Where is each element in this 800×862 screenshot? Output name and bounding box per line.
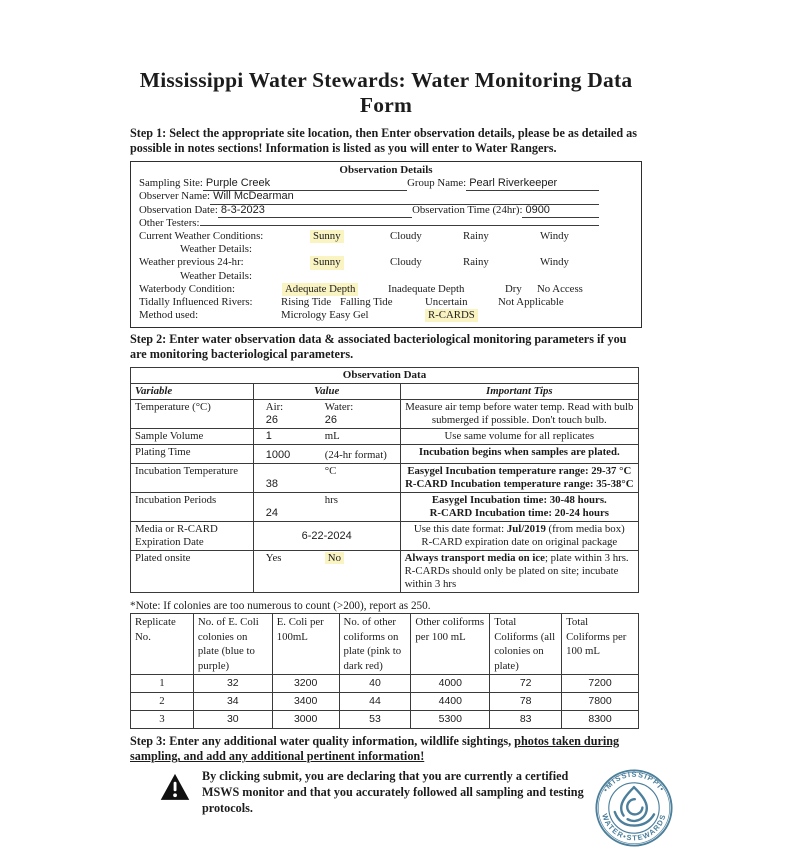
observation-date-value: 8-3-2023 <box>220 203 265 216</box>
method-option-easygel[interactable]: Micrology Easy Gel <box>281 309 369 322</box>
tidal-option-rising[interactable]: Rising Tide <box>281 295 332 308</box>
observation-time-label: Observation Time (24hr): <box>412 203 523 216</box>
total-coliforms[interactable]: 78 <box>490 693 562 711</box>
observation-data-heading: Observation Data <box>131 368 639 384</box>
other-coliforms-per-100ml[interactable]: 5300 <box>411 711 490 729</box>
ecoli-per-100ml[interactable]: 3400 <box>272 693 339 711</box>
observation-details-box <box>130 161 642 328</box>
total-coliforms[interactable]: 83 <box>490 711 562 729</box>
row-plated-onsite <box>131 551 639 593</box>
row-incubation-temperature <box>131 464 639 493</box>
observer-name-row <box>139 190 633 203</box>
previous-weather-row <box>139 256 633 269</box>
replicate-row-2 <box>131 693 639 711</box>
expiration-date-tip-2: R-CARD expiration date on original package <box>421 536 618 549</box>
observer-name-field[interactable] <box>210 190 599 204</box>
waterbody-option-dry[interactable]: Dry <box>505 282 522 295</box>
col-header-value: Value <box>253 384 400 400</box>
plated-onsite-variable: Plated onsite <box>131 551 254 593</box>
msws-logo <box>594 768 674 848</box>
expiration-date-tip-1: Use this date format: Jul/2019 (from media box) <box>413 523 625 536</box>
tidal-option-uncertain[interactable]: Uncertain <box>425 295 468 308</box>
logo-waterdrop-hand-icon <box>615 787 654 825</box>
group-name-field[interactable] <box>466 177 599 191</box>
total-coliforms-per-100ml[interactable]: 7200 <box>562 675 639 693</box>
weather-option-cloudy[interactable]: Cloudy <box>390 229 422 242</box>
col-header-tips: Important Tips <box>400 384 638 400</box>
waterbody-option-adequate[interactable]: Adequate Depth <box>282 283 358 296</box>
observation-time-value: 0900 <box>525 203 550 216</box>
water-temp-value[interactable]: 26 <box>324 414 338 427</box>
observer-name-label: Observer Name: <box>139 190 211 203</box>
prev-weather-option-rainy[interactable]: Rainy <box>463 256 489 269</box>
plating-time-unit: (24-hr format) <box>324 449 387 462</box>
plating-time-tip: Incubation begins when samples are plated. <box>400 445 638 464</box>
table-row <box>131 368 639 384</box>
incubation-periods-variable: Incubation Periods <box>131 493 254 522</box>
prev-weather-option-sunny[interactable]: Sunny <box>310 256 344 269</box>
incubation-periods-tip-2: R-CARD Incubation time: 20-24 hours <box>429 507 609 520</box>
sampling-site-row <box>139 177 633 190</box>
weather-details-label: Weather Details: <box>180 243 252 256</box>
incubation-periods-unit: hrs <box>324 494 338 507</box>
other-testers-label: Other Testers: <box>139 216 200 229</box>
logo-arc-top-text: •MISSISSIPPI• <box>600 770 668 794</box>
sampling-site-label: Sampling Site: <box>139 177 203 190</box>
current-weather-row <box>139 230 633 243</box>
weather-details-row <box>139 243 633 256</box>
row-sample-volume <box>131 429 639 445</box>
ecoli-per-100ml[interactable]: 3200 <box>272 675 339 693</box>
sample-volume-variable: Sample Volume <box>131 429 254 445</box>
svg-text:•MISSISSIPPI• <box>601 770 667 794</box>
row-plating-time <box>131 445 639 464</box>
row-expiration-date <box>131 522 639 551</box>
total-coliforms[interactable]: 72 <box>490 675 562 693</box>
other-coliform-colonies[interactable]: 44 <box>339 693 411 711</box>
rep-header-3: No. of other coliforms on plate (pink to dark red) <box>339 614 411 675</box>
other-testers-field[interactable] <box>200 225 599 226</box>
row-temperature <box>131 400 639 429</box>
weather-details-label-2: Weather Details: <box>180 269 252 282</box>
tidal-option-not-applicable[interactable]: Not Applicable <box>498 295 564 308</box>
ecoli-colonies[interactable]: 32 <box>193 675 272 693</box>
incubation-temperature-unit: °C <box>324 465 337 478</box>
other-coliforms-per-100ml[interactable]: 4400 <box>411 693 490 711</box>
sampling-site-value: Purple Creek <box>205 177 271 190</box>
incubation-periods-tip-1: Easygel Incubation time: 30-48 hours. <box>431 494 607 507</box>
rep-header-4: Other coliforms per 100 mL <box>411 614 490 675</box>
plating-time-variable: Plating Time <box>131 445 254 464</box>
col-header-variable: Variable <box>131 384 254 400</box>
step1-instructions: Step 1: Select the appropriate site location, then Enter observation details, please be as detailed as possible in notes sections! Information is listed as you will enter to Water Rangers. <box>130 126 637 155</box>
sample-volume-tip: Use same volume for all replicates <box>400 429 638 445</box>
rep-header-6: Total Coliforms per 100 mL <box>562 614 639 675</box>
plating-time-value[interactable]: 1000 <box>265 449 291 462</box>
air-label: Air: <box>265 401 284 414</box>
replicate-row-1 <box>131 675 639 693</box>
submit-declaration-section <box>130 766 668 862</box>
row-incubation-periods <box>131 493 639 522</box>
weather-option-sunny[interactable]: Sunny <box>310 230 344 243</box>
observation-date-row <box>139 204 633 217</box>
table-row <box>131 384 639 400</box>
step2-instructions: Step 2: Enter water observation data & associated bacteriological monitoring parameters if you are monitoring bacteriological parameters. <box>130 332 627 362</box>
warning-icon <box>160 773 190 801</box>
group-name-value: Pearl Riverkeeper <box>469 177 558 190</box>
ecoli-colonies[interactable]: 34 <box>193 693 272 711</box>
total-coliforms-per-100ml[interactable]: 7800 <box>562 693 639 711</box>
sample-volume-unit: mL <box>324 430 340 443</box>
waterbody-condition-row <box>139 283 633 296</box>
temperature-tip: Measure air temp before water temp. Read with bulb submerged if possible. Don't touch bulb. <box>400 400 638 429</box>
waterbody-option-inadequate[interactable]: Inadequate Depth <box>388 282 465 295</box>
ecoli-colonies[interactable]: 30 <box>193 711 272 729</box>
method-label: Method used: <box>139 309 199 322</box>
air-temp-value[interactable]: 26 <box>265 414 279 427</box>
waterbody-option-no-access[interactable]: No Access <box>537 282 583 295</box>
other-testers-row <box>139 217 633 230</box>
weather-option-rainy[interactable]: Rainy <box>463 229 489 242</box>
plated-onsite-yes[interactable]: Yes <box>265 552 282 565</box>
method-row <box>139 309 633 322</box>
ecoli-per-100ml[interactable]: 3000 <box>272 711 339 729</box>
group-name-label: Group Name: <box>407 177 467 190</box>
observer-name-value: Will McDearman <box>213 190 294 203</box>
step3-underlined-text: photos taken during sampling, and add any additional pertinent information! <box>130 734 620 764</box>
logo-arc-bottom-text: WATER•STEWARDS <box>600 812 668 843</box>
replicate-header-row <box>131 614 639 675</box>
tidal-option-falling[interactable]: Falling Tide <box>340 295 393 308</box>
rep-header-2: E. Coli per 100mL <box>272 614 339 675</box>
tidal-label: Tidally Influenced Rivers: <box>139 295 253 308</box>
plated-onsite-tip: Always transport media on ice; plate within 3 hrs. R-CARDs should only be plated on site; incubate within 3 hrs <box>400 551 638 593</box>
incubation-temperature-tip-1: Easygel Incubation temperature range: 29-37 °C <box>407 465 632 478</box>
incubation-periods-value[interactable]: 24 <box>265 507 279 520</box>
observation-date-label: Observation Date: <box>139 203 218 216</box>
incubation-temperature-tip-2: R-CARD Incubation temperature range: 35-38°C <box>405 478 634 491</box>
expiration-date-value[interactable]: 6-22-2024 <box>301 529 352 542</box>
observation-date-field[interactable] <box>218 204 412 218</box>
rep-header-5: Total Coliforms (all colonies on plate) <box>490 614 562 675</box>
tidal-row <box>139 296 633 309</box>
current-weather-label: Current Weather Conditions: <box>139 229 264 242</box>
waterbody-label: Waterbody Condition: <box>139 282 235 295</box>
replicate-table <box>130 613 639 729</box>
prev-weather-option-windy[interactable]: Windy <box>540 256 569 269</box>
rep-header-0: Replicate No. <box>131 614 194 675</box>
replicate-no: 3 <box>131 711 194 729</box>
replicate-no: 2 <box>131 693 194 711</box>
submit-declaration-text: By clicking submit, you are declaring that you are currently a certified MSWS monitor and that you accurately followed all sampling and testing protocols. <box>202 769 584 816</box>
weather-details-row-2 <box>139 270 633 283</box>
total-coliforms-per-100ml[interactable]: 8300 <box>562 711 639 729</box>
observation-details-heading: Observation Details <box>339 164 433 176</box>
page-title: Mississippi Water Stewards: Water Monitoring Data Form <box>139 68 633 117</box>
count-note: *Note: If colonies are too numerous to count (>200), report as 250. <box>130 600 431 613</box>
rep-header-1: No. of E. Coli colonies on plate (blue to purple) <box>193 614 272 675</box>
previous-weather-label: Weather previous 24-hr: <box>139 256 244 269</box>
replicate-no: 1 <box>131 675 194 693</box>
water-label: Water: <box>324 401 354 414</box>
incubation-temperature-value[interactable]: 38 <box>265 478 279 491</box>
form-page <box>130 58 668 862</box>
step3-instructions: Step 3: Enter any additional water quality information, wildlife sightings, photos taken during sampling, and add any additional pertinent information! <box>130 734 620 764</box>
expiration-date-variable: Media or R-CARD Expiration Date <box>131 522 254 551</box>
sampling-site-field[interactable] <box>203 177 407 191</box>
sample-volume-value[interactable]: 1 <box>265 430 272 443</box>
weather-option-windy[interactable]: Windy <box>540 229 569 242</box>
plated-onsite-no[interactable]: No <box>325 552 344 564</box>
observation-time-field[interactable] <box>522 204 599 218</box>
prev-weather-option-cloudy[interactable]: Cloudy <box>390 256 422 269</box>
method-option-rcards[interactable]: R-CARDS <box>425 309 478 322</box>
observation-data-table <box>130 367 639 593</box>
other-coliforms-per-100ml[interactable]: 4000 <box>411 675 490 693</box>
incubation-temperature-variable: Incubation Temperature <box>131 464 254 493</box>
replicate-row-3 <box>131 711 639 729</box>
temperature-variable: Temperature (°C) <box>131 400 254 429</box>
other-coliform-colonies[interactable]: 53 <box>339 711 411 729</box>
other-coliform-colonies[interactable]: 40 <box>339 675 411 693</box>
